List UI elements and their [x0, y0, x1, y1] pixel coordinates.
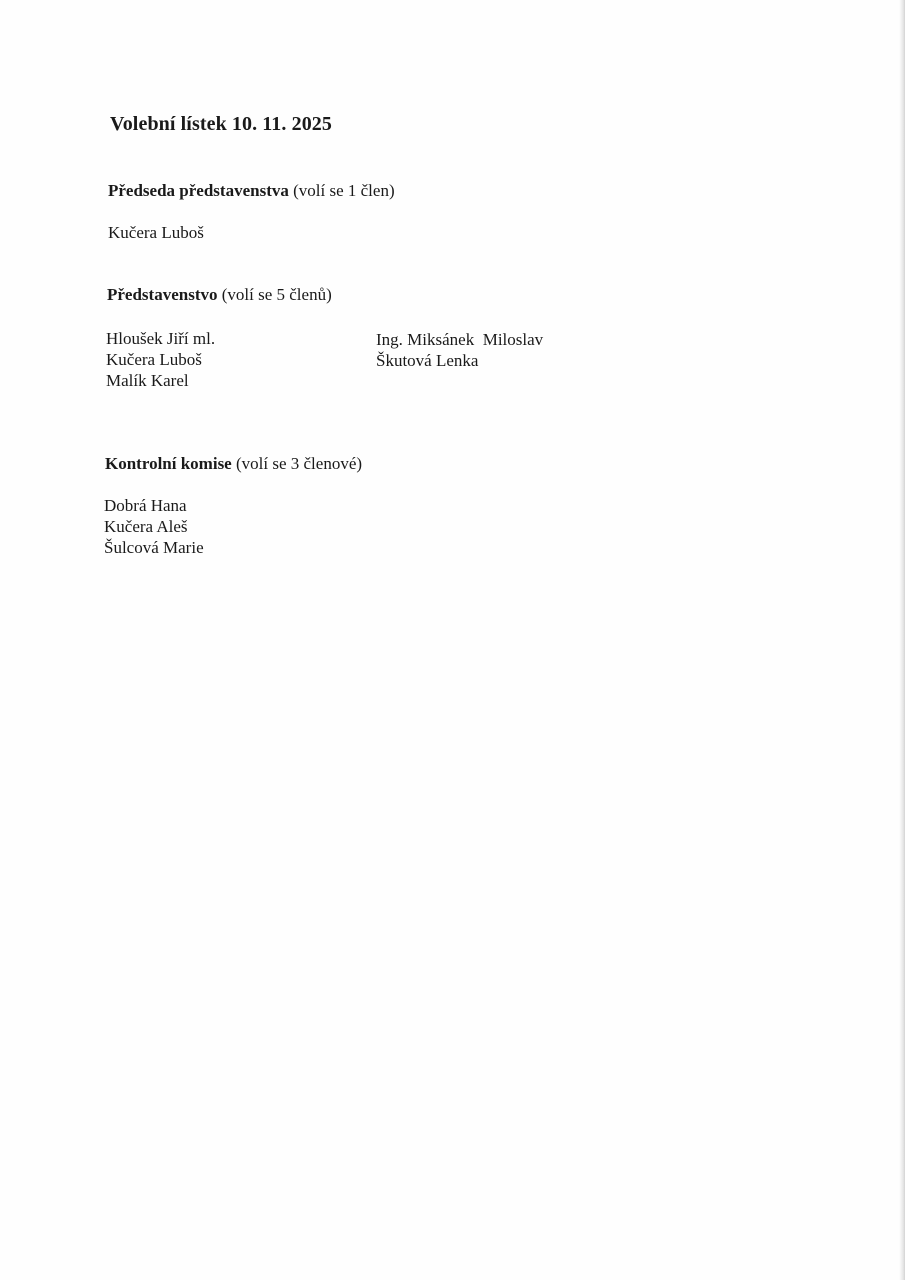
candidate-name: Kučera Aleš: [104, 517, 188, 536]
candidate-name: Dobrá Hana: [104, 496, 187, 515]
candidate-name: Škutová Lenka: [376, 351, 479, 370]
ballot-title: Volební lístek 10. 11. 2025: [110, 113, 332, 135]
scan-edge-shadow: [899, 0, 905, 1280]
section-note: (volí se 1 člen): [293, 181, 395, 200]
candidate-name: Kučera Luboš: [108, 223, 204, 242]
section-heading-audit-committee: [105, 454, 362, 474]
candidate-name: Šulcová Marie: [104, 538, 204, 557]
candidate-list: [104, 495, 204, 558]
candidate-list-right: [376, 329, 543, 371]
section-heading-chairman: [108, 181, 395, 201]
section-note: (volí se 3 členové): [235, 454, 363, 473]
section-title: Předseda představenstva: [108, 181, 289, 200]
candidate-name: Malík Karel: [106, 371, 189, 390]
candidate-name: Hloušek Jiří ml.: [106, 329, 216, 348]
section-title: Kontrolní komise: [105, 454, 232, 473]
candidate-name: Kučera Luboš: [106, 350, 202, 369]
section-title: Představenstvo: [107, 285, 218, 304]
candidate-name: Ing. Miksánek Miloslav: [376, 330, 544, 349]
section-heading-board: [107, 285, 332, 305]
section-note: (volí se 5 členů): [221, 285, 332, 304]
candidate-list-left: [106, 328, 215, 391]
